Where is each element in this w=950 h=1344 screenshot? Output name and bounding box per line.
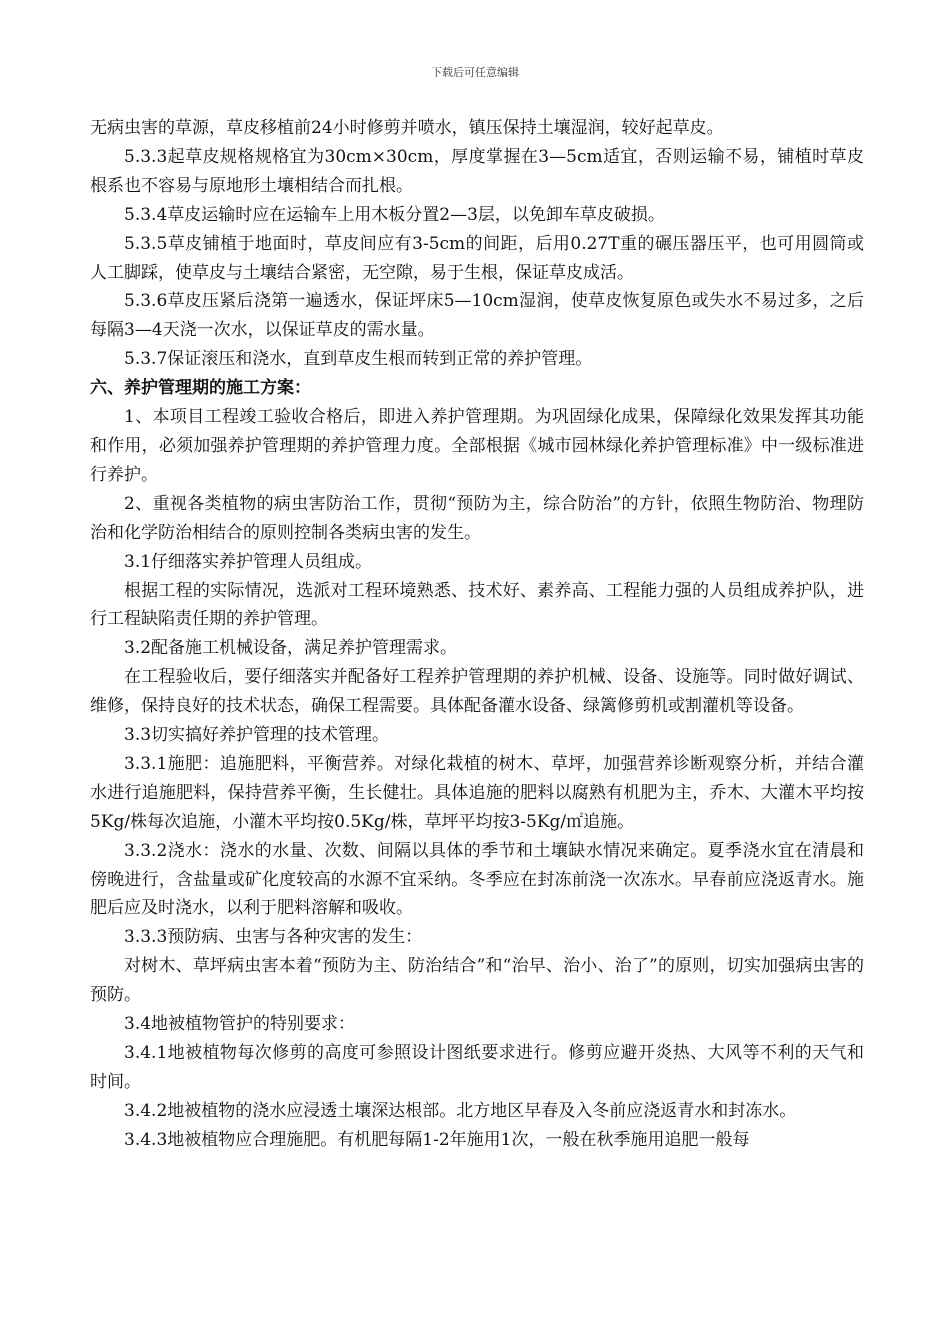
paragraph: 3.4.1地被植物每次修剪的高度可参照设计图纸要求进行。修剪应避开炎热、大风等不利的天气和时间。 [90,1043,864,1092]
paragraph: 5.3.5草皮铺植于地面时，草皮间应有3-5cm的间距，后用0.27T重的碾压器压平，也可用圆筒或人工脚踩，使草皮与土壤结合紧密，无空隙，易于生根，保证草皮成活。 [90,233,864,283]
paragraph: 3.3切实搞好养护管理的技术管理。 [124,725,390,746]
document-body [90,114,864,1155]
paragraph: 2、重视各类植物的病虫害防治工作，贯彻“预防为主，综合防治”的方针，依照生物防治、物理防治和化学防治相结合的原则控制各类病虫害的发生。 [90,493,864,543]
paragraph: 对树木、草坪病虫害本着“预防为主、防治结合”和“治早、治小、治了”的原则，切实加强病虫害的预防。 [90,956,864,1006]
paragraph: 3.3.1施肥：追施肥料，平衡营养。对绿化栽植的树木、草坪，加强营养诊断观察分析，并结合灌水进行追施肥料，保持营养平衡，生长健壮。具体追施的肥料以腐熟有机肥为主，乔木、大灌木平均按5Kg/株每次追施，小灌木平均按0.5Kg/株，草坪平均按3-5Kg/㎡追施。 [90,753,864,832]
paragraph: 3.3.2浇水：浇水的水量、次数、间隔以具体的季节和土壤缺水情况来确定。夏季浇水宜在清晨和傍晚进行，含盐量或矿化度较高的水源不宜采纳。冬季应在封冻前浇一次冻水。早春前应浇返青水。施肥后应及时浇水，以利于肥料溶解和吸收。 [90,840,864,919]
paragraph: 在工程验收后，要仔细落实并配备好工程养护管理期的养护机械、设备、设施等。同时做好调试、维修，保持良好的技术状态，确保工程需要。具体配备灌水设备、绿篱修剪机或割灌机等设备。 [90,667,864,717]
paragraph: 3.1仔细落实养护管理人员组成。 [124,551,373,572]
page-header: 下载后可任意编辑 [431,66,519,79]
paragraph: 3.2配备施工机械设备，满足养护管理需求。 [124,638,458,659]
paragraph: 3.3.3预防病、虫害与各种灾害的发生： [124,927,423,948]
paragraph: 根据工程的实际情况，选派对工程环境熟悉、技术好、素养高、工程能力强的人员组成养护队，进行工程缺陷责任期的养护管理。 [90,580,864,630]
paragraph: 3.4.3地被植物应合理施肥。有机肥每隔1-2年施用1次，一般在秋季施用追肥一般每 [124,1129,750,1150]
paragraph: 1、本项目工程竣工验收合格后，即进入养护管理期。为巩固绿化成果，保障绿化效果发挥其功能和作用，必须加强养护管理期的养护管理力度。全部根据《城市园林绿化养护管理标准》中一级标准进行养护。 [90,407,864,485]
paragraph: 3.4.2地被植物的浇水应浸透土壤深达根部。北方地区早春及入冬前应浇返青水和封冻水。 [124,1100,797,1121]
paragraph: 5.3.3起草皮规格规格宜为30cm×30cm，厚度掌握在3—5cm适宜，否则运输不易，铺植时草皮根系也不容易与原地形土壤相结合而扎根。 [90,146,864,196]
section-heading: 六、养护管理期的施工方案： [90,378,311,399]
paragraph: 5.3.7保证滚压和浇水，直到草皮生根而转到正常的养护管理。 [124,349,593,370]
paragraph: 5.3.6草皮压紧后浇第一遍透水，保证坪床5—10cm湿润，使草皮恢复原色或失水不易过多，之后每隔3—4天浇一次水，以保证草皮的需水量。 [90,291,864,341]
paragraph: 无病虫害的草源，草皮移植前24小时修剪并喷水，镇压保持土壤湿润，较好起草皮。 [90,118,724,138]
paragraph: 5.3.4草皮运输时应在运输车上用木板分置2—3层，以免卸车草皮破损。 [124,204,665,225]
paragraph: 3.4地被植物管护的特别要求： [124,1014,356,1035]
